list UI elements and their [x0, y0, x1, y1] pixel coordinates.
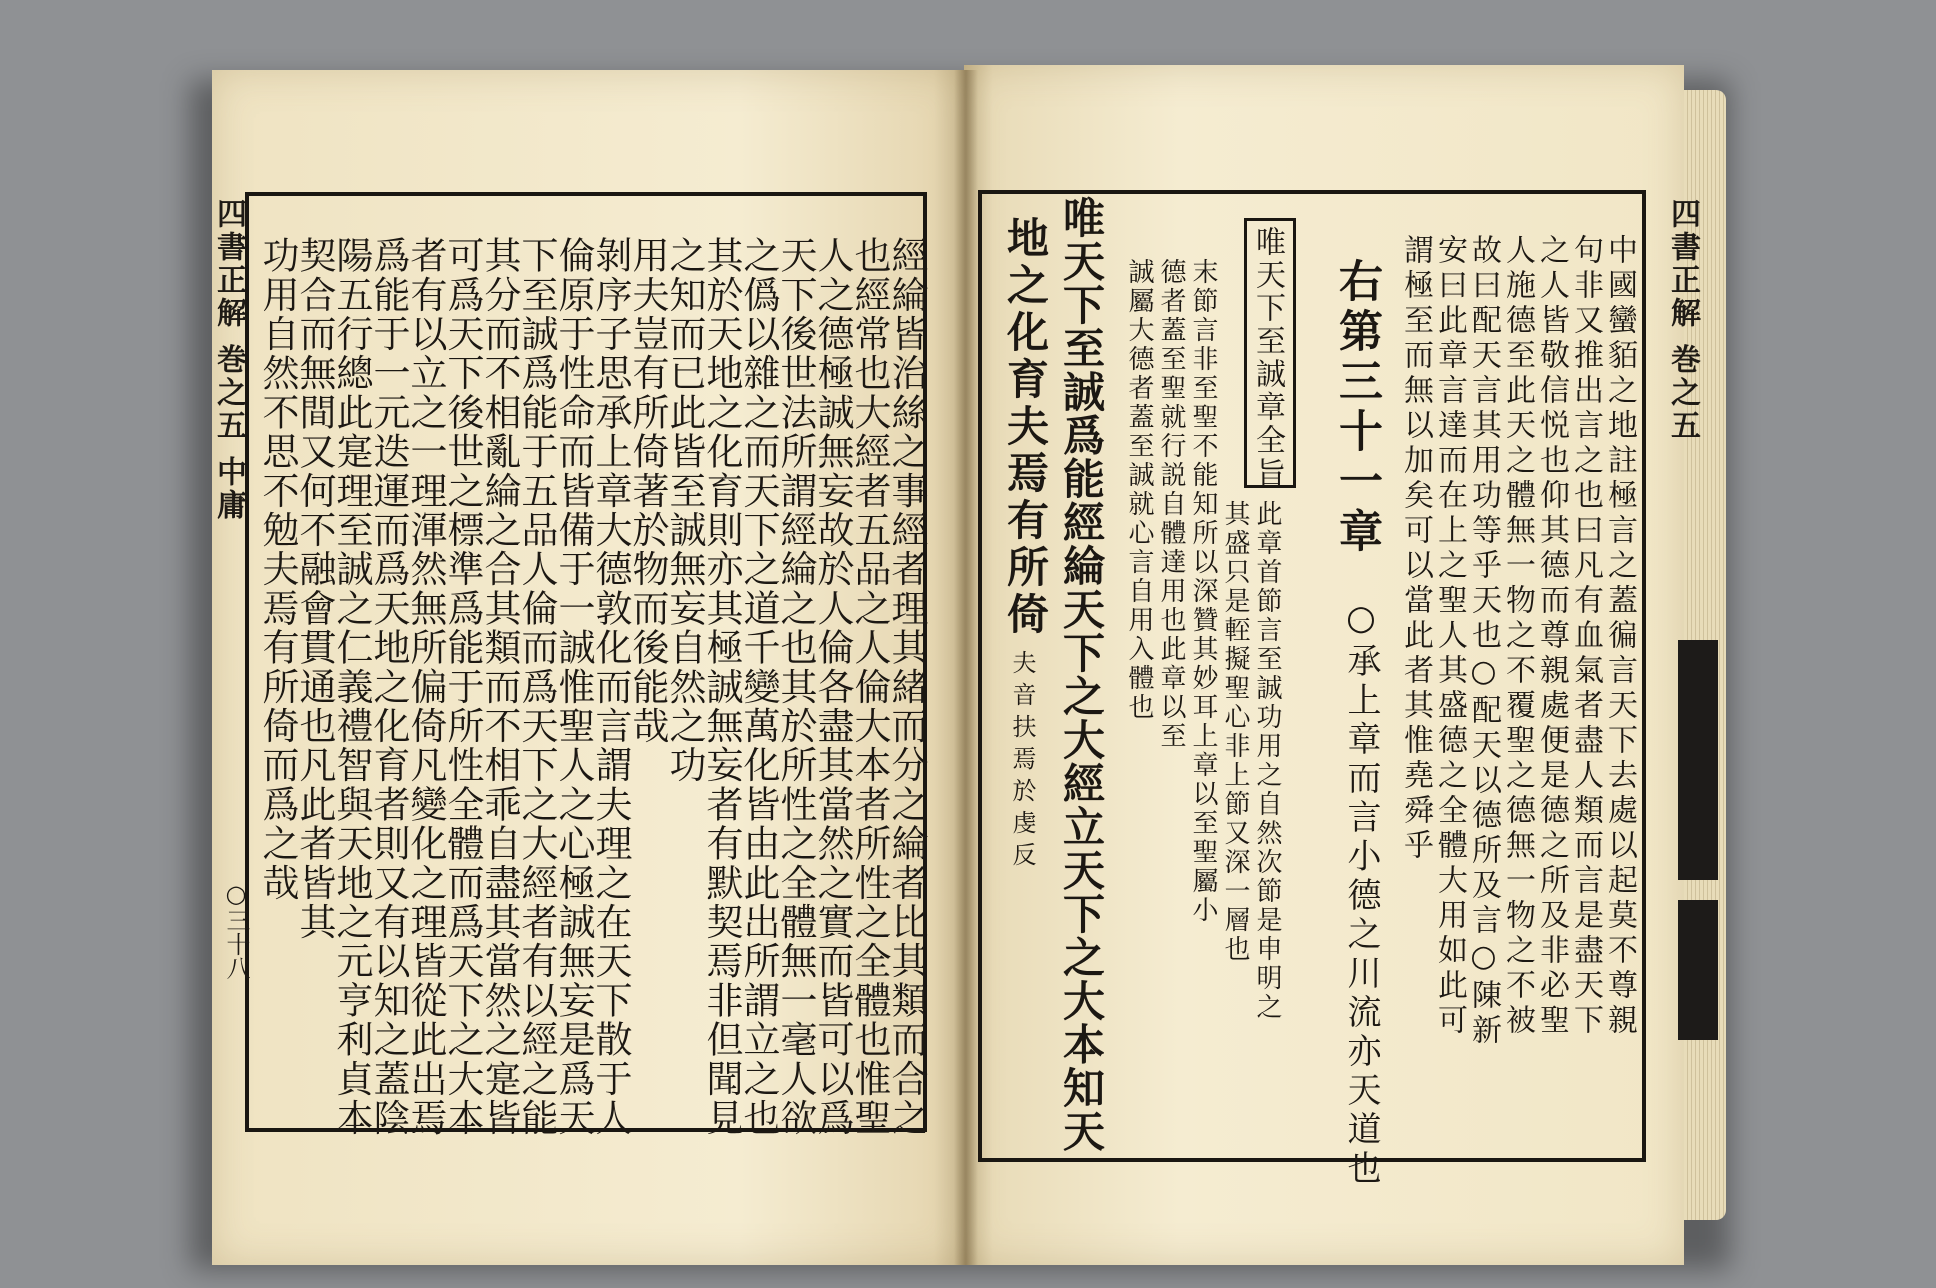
left-page-number: ○三十八	[222, 880, 250, 980]
main-classic-text: 唯天下至誠爲能經綸天下之大經立天下之大本知天	[1057, 196, 1106, 1153]
left-text-column: 也經常也大經者五品之人倫大本者所性之全體也惟聖	[848, 236, 891, 1138]
commentary-column: 德者蓋至聖就行説自體達用也此章以至	[1156, 258, 1186, 751]
left-margin-title: 四書正解 巻之五 中庸	[211, 198, 246, 522]
left-text-column: 其於天地之化育則亦其極誠無妄者有默契焉非但聞見	[700, 236, 743, 1138]
left-text-column: 之僞以雜之而天下之道千變萬化皆由此出所謂立之也	[737, 236, 780, 1138]
pronunciation-annotation: 夫音扶焉於虔反	[1008, 650, 1036, 874]
right-text-column: 人施德至此天之體無一物之不覆聖之德無一物之不被	[1500, 234, 1535, 1039]
left-text-column: 倫原于性命而皆備于一誠惟聖人之心極誠無妄是爲天	[552, 236, 595, 1138]
boxed-label-text: 唯天下至誠章全旨	[1250, 226, 1285, 490]
left-text-column: 用夫豈有所倚著於物而後能哉	[626, 236, 669, 746]
right-text-column: 句非又推出言之也曰凡有血氣者盡人類而言是盡天下	[1568, 234, 1603, 1039]
left-text-column: 者有以立之一理渾然無所偏倚凡變化之理皆從此出焉	[404, 236, 447, 1138]
left-text-column: 契合而無間又何不融會貫通也凡此者皆其	[293, 236, 336, 942]
left-text-column: 剝序子思承上章大德敦化而言謂夫理之在天下散于人	[589, 236, 632, 1138]
left-text-column: 爲能于一元迭運而爲天地之化育者則又有以知之蓋陰	[367, 236, 410, 1138]
commentary-column: 末節言非至聖不能知所以深贊其妙耳上章以至聖屬小	[1188, 258, 1218, 925]
left-text-column: 可爲天下後世之標準爲能于所性全體而爲天下之大本	[441, 236, 484, 1138]
left-text-column: 人之德極誠無妄故於人倫各盡其當然之實而皆可以爲	[811, 236, 854, 1138]
commentary-column: 誠屬大德者蓋至誠就心言自用入體也	[1124, 258, 1154, 722]
left-text-column: 之知而已此皆至誠無妄自然之功	[663, 236, 706, 785]
left-text-column: 天下後世法所謂經綸之也其於所性之全體無一毫人欲	[774, 236, 817, 1138]
commentary-column: 其盛只是䡖擬聖心非上節又深一層也	[1220, 500, 1250, 964]
left-text-column: 陽五行總此寔理至誠之仁義禮智與天地之元亨利貞本	[330, 236, 373, 1138]
right-text-column: 故曰配天言其用功等乎天也○配天以德所及言○陳新	[1466, 234, 1501, 1049]
commentary-column: 此章首節言至誠功用之自然次節是申明之	[1252, 500, 1282, 1022]
left-text-column: 下至誠爲能于五品人倫而爲天下之大經者有以經之能	[515, 236, 558, 1138]
page-tab-marker	[1678, 640, 1718, 880]
left-text-column: 功用自然不思不勉夫焉有所倚而爲之哉	[256, 236, 299, 903]
chapter-heading: 右第三十一章	[1331, 258, 1382, 558]
right-text-column: 安曰此章言達而在上之聖人其盛德之全體大用如此可	[1432, 234, 1467, 1039]
right-margin-title: 四書正解 巻之五	[1665, 198, 1700, 443]
right-text-column: 之人皆敬信悦也仰其德而尊親處便是德之所及非必聖	[1534, 234, 1569, 1039]
page-tab-marker	[1678, 900, 1718, 1040]
left-text-column: 經綸皆治絲之事經者理其緒而分之綸者比其類而合之	[885, 236, 928, 1138]
book-gutter	[954, 70, 978, 1265]
chapter-note: ○承上章而言小德之川流亦天道也	[1341, 598, 1381, 1189]
main-classic-text: 地之化育夫焉有所倚	[1001, 216, 1050, 639]
left-text-column: 其分而不相亂綸之合其類而不相乖自盡其當然之寔皆	[478, 236, 521, 1138]
right-text-column: 謂極至而無以加矣可以當此者其惟堯舜乎	[1398, 234, 1433, 864]
right-text-column: 中國蠻貊之地註極言之蓋徧言天下去處以起莫不尊親	[1602, 234, 1637, 1039]
